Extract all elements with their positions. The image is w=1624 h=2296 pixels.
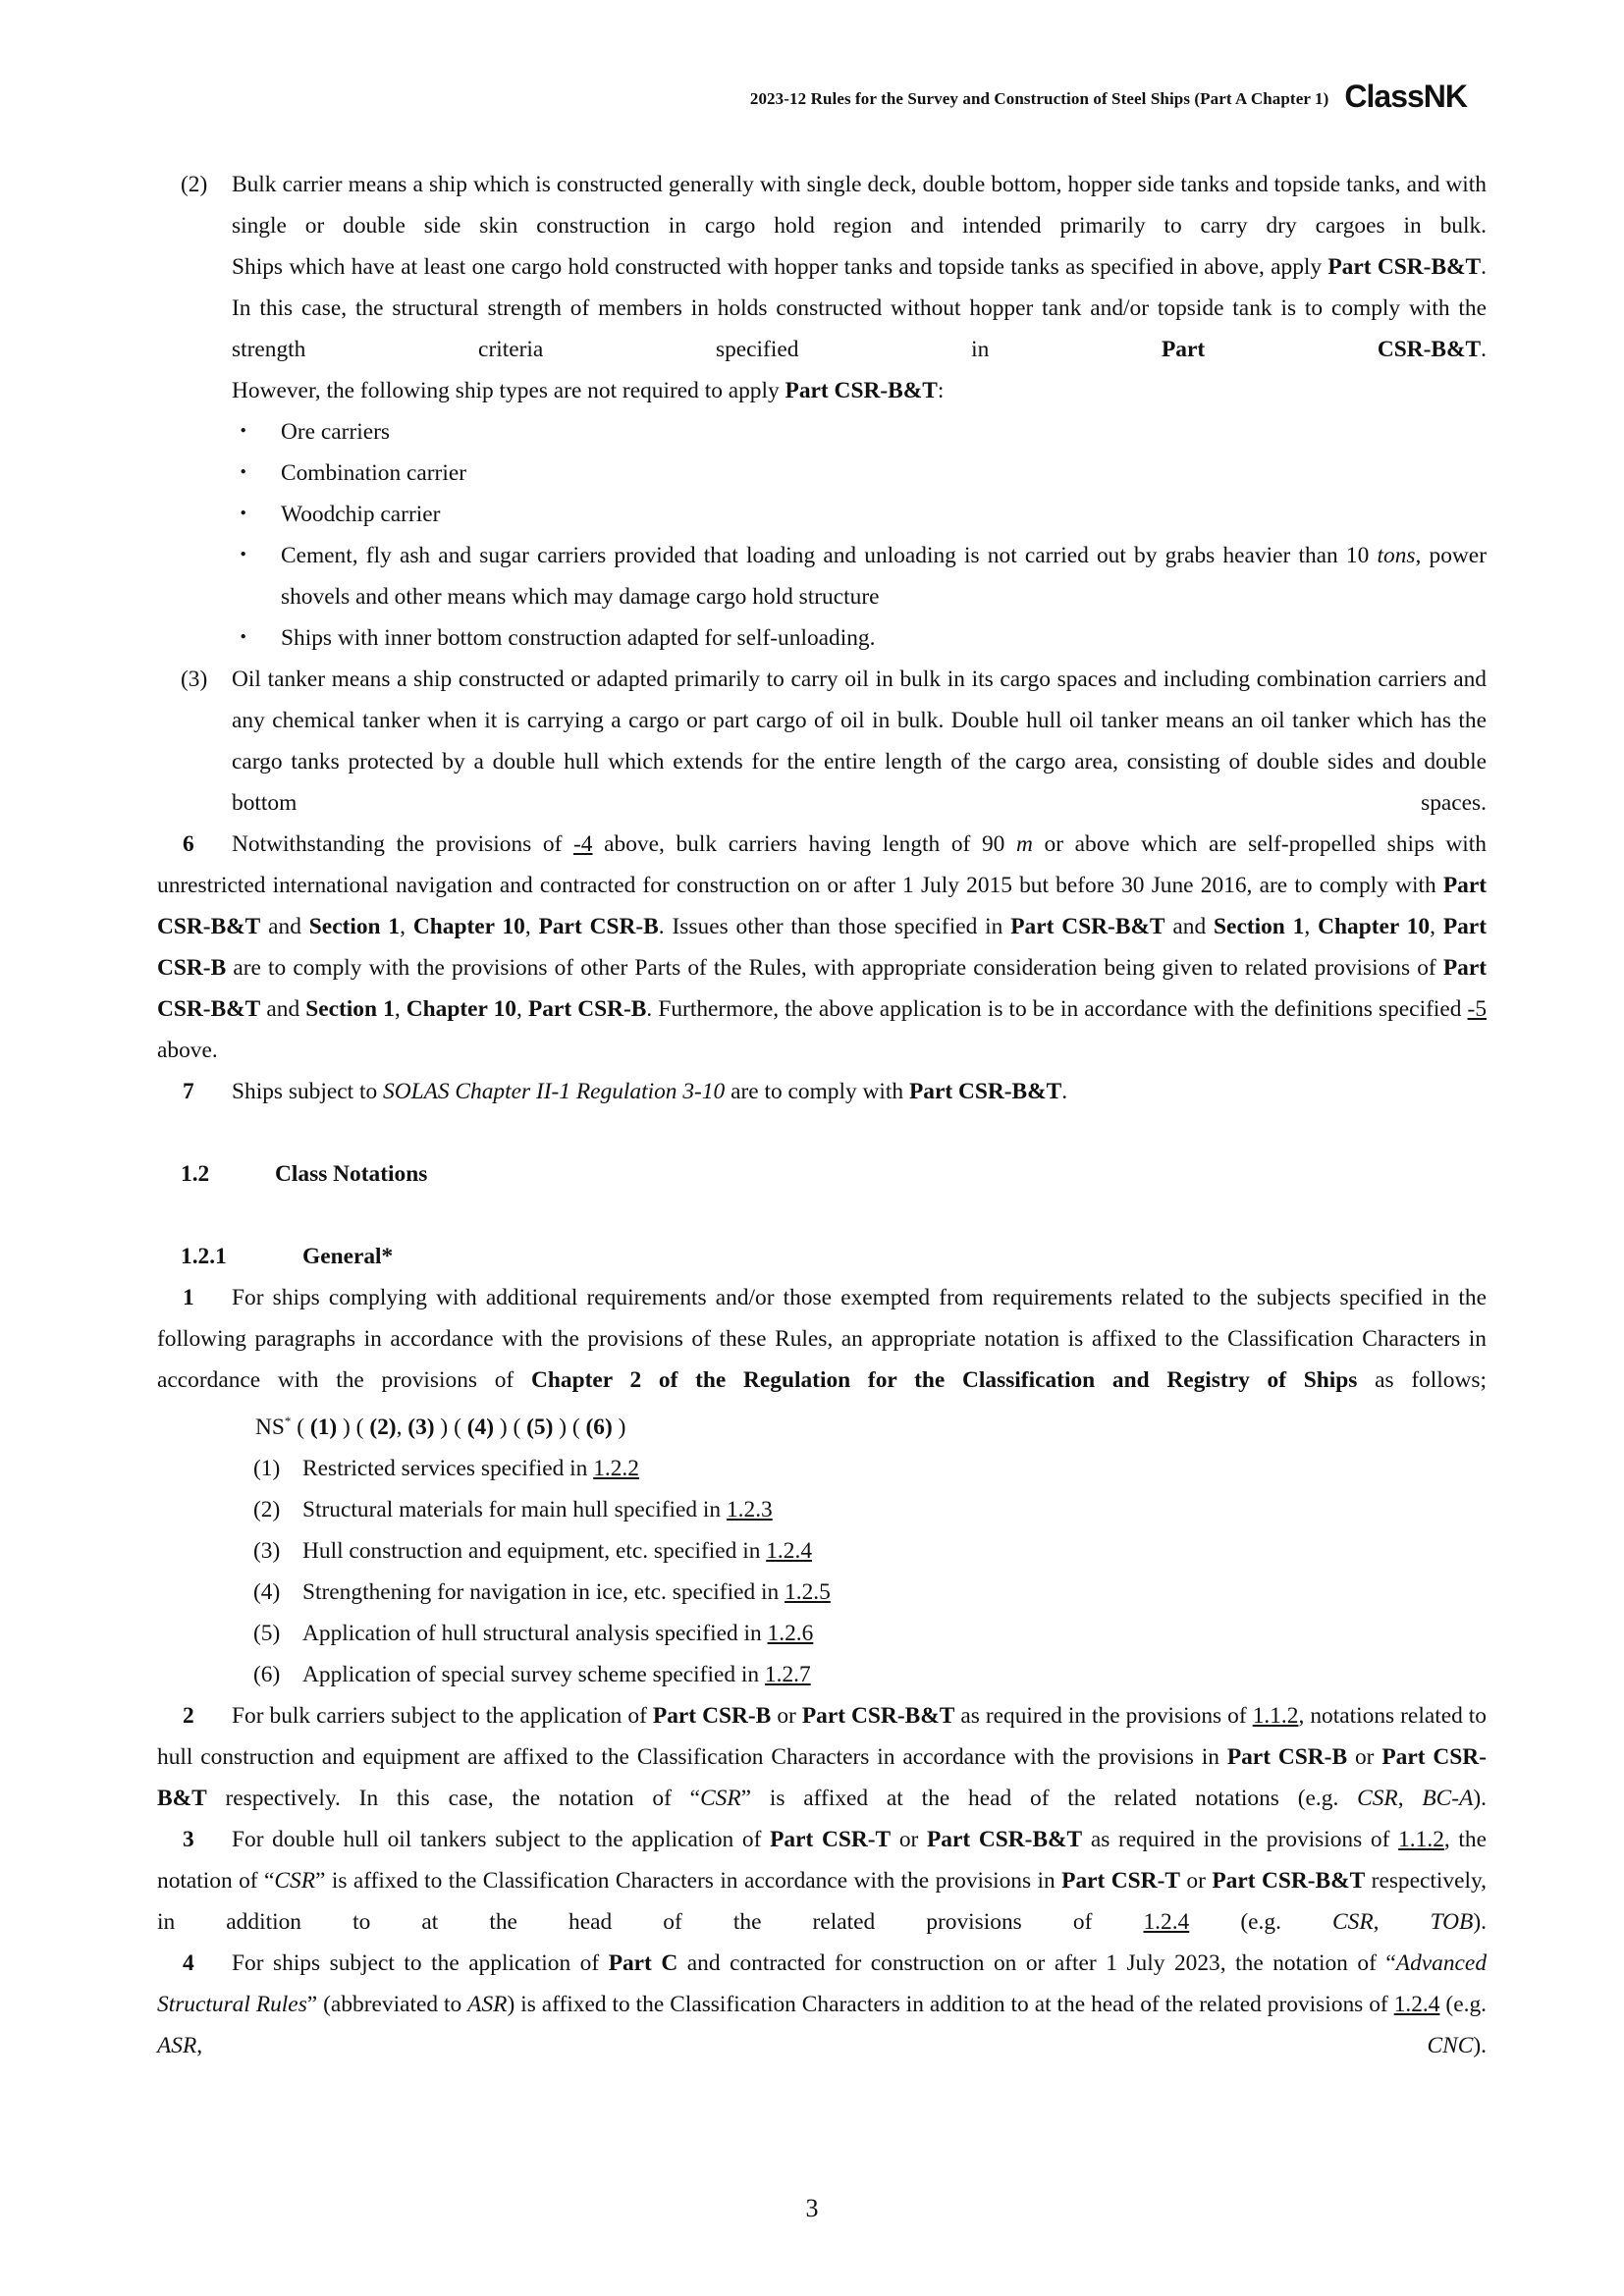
list-item: ・ Combination carrier xyxy=(232,460,467,486)
cross-reference-link[interactable]: -5 xyxy=(1467,996,1488,1022)
cross-reference-link[interactable]: 1.2.4 xyxy=(1393,1991,1440,2017)
running-header xyxy=(589,79,1467,115)
header-title: 2023-12 Rules for the Survey and Construction of Steel Ships (Part A Chapter 1) xyxy=(749,89,1329,108)
bulk-carrier-exemption-intro: However, the following ship types are not required to apply Part CSR-B&T: xyxy=(232,378,945,403)
paragraph-general-3: 3 For double hull oil tankers subject to the application of Part CSR-T or Part CSR-B&T as required in the provisions of 1.1.2, the notation of “CSR” is affixed to the Classification Characters in accordance with the provisions in Part CSR-T or Part CSR-B&T respectively, in addition to at the head of the related provisions of 1.2.4 (e.g. CSR, TOB). xyxy=(157,1826,1488,1935)
notation-list-item: (2) Structural materials for main hull specified in 1.2.3 xyxy=(253,1496,773,1522)
paragraph-general-2: 2 For bulk carriers subject to the application of Part CSR-B or Part CSR-B&T as required in the provisions of 1.1.2, notations related to hull construction and equipment are affixed to the Classification Characters in accordance with the provisions in Part CSR-B or Part CSR-B&T respectively. In this case, the notation of “CSR” is affixed at the head of the related notations (e.g. CSR, BC-A). xyxy=(157,1702,1488,1811)
bulk-carrier-csr-paragraph: Ships which have at least one cargo hold constructed with hopper tanks and topside tanks as specified in above, apply Part CSR-B&T. In this case, the structural strength of members in holds constructed without hopper tank and/or topside tank is to comply with the strength criteria specified in Part CSR-B&T. xyxy=(232,254,1487,362)
cross-reference-link[interactable]: 1.2.5 xyxy=(785,1578,831,1605)
paragraph-7: 7 Ships subject to SOLAS Chapter II-1 Regulation 3-10 are to comply with Part CSR-B&T. xyxy=(183,1079,1068,1104)
cross-reference-link[interactable]: -4 xyxy=(573,831,593,857)
section-heading-1-2-1: 1.2.1 General* xyxy=(181,1244,394,1269)
notation-list-item: (1) Restricted services specified in 1.2.2 xyxy=(253,1455,639,1481)
notation-list-item: (4) Strengthening for navigation in ice, etc. specified in 1.2.5 xyxy=(253,1578,831,1605)
cross-reference-link[interactable]: 1.2.7 xyxy=(764,1661,811,1687)
document-body xyxy=(157,164,1487,2066)
cross-reference-link[interactable]: 1.2.4 xyxy=(766,1537,813,1564)
list-item: ・ Cement, fly ash and sugar carriers provided that loading and unloading is not carried out by grabs heavier than 10 tons, power shovels and other means which may damage cargo hold structure xyxy=(232,543,1487,610)
notation-list-item: (5) Application of hull structural analysis specified in 1.2.6 xyxy=(253,1620,814,1646)
list-item: ・ Woodchip carrier xyxy=(232,502,441,527)
classnk-logo: ClassNK xyxy=(1344,79,1467,114)
definition-bulk-carrier: (2) Bulk carrier means a ship which is constructed generally with single deck, double bottom, hopper side tanks and topside tanks, and with single or double side skin construction in cargo hold region and intended primarily to carry dry cargoes in bulk. xyxy=(157,164,1487,246)
notation-list-item: (3) Hull construction and equipment, etc. specified in 1.2.4 xyxy=(253,1537,813,1564)
list-item: ・ Ships with inner bottom construction adapted for self-unloading. xyxy=(232,625,876,651)
cross-reference-link[interactable]: 1.2.4 xyxy=(1143,1908,1190,1935)
item-label: (3) xyxy=(181,667,208,692)
definition-oil-tanker: (3) Oil tanker means a ship constructed or adapted primarily to carry oil in bulk in its cargo spaces and including combination carriers and any chemical tanker when it is carrying a cargo or part cargo of oil in bulk. Double hull oil tanker means an oil tanker which has the cargo tanks protected by a double hull which extends for the entire length of the cargo area, consisting of double sides and double bottom spaces. xyxy=(157,659,1487,824)
paragraph-general-1: 1 For ships complying with additional requirements and/or those exempted from requirements related to the subjects specified in the following paragraphs in accordance with the provisions of these Rules, an appropriate notation is affixed to the Classification Characters in accordance with the provisions of Chapter 2 of the Regulation for the Classification and Registry of Ships as follows; xyxy=(157,1285,1487,1393)
ns-notation-formula: NS* ( (1) ) ( (2), (3) ) ( (4) ) ( (5) ) ( (6) ) xyxy=(255,1414,626,1440)
section-heading-1-2: 1.2 Class Notations xyxy=(181,1161,428,1187)
page-number: 3 xyxy=(805,2194,819,2222)
cross-reference-link[interactable]: 1.1.2 xyxy=(1398,1826,1444,1852)
cross-reference-link[interactable]: 1.2.6 xyxy=(767,1620,814,1646)
item-label: (2) xyxy=(181,172,208,197)
cross-reference-link[interactable]: 1.2.3 xyxy=(726,1496,773,1522)
cross-reference-link[interactable]: 1.2.2 xyxy=(593,1455,639,1481)
paragraph-general-4: 4 For ships subject to the application of Part C and contracted for construction on or after 1 July 2023, the notation of “Advanced Structural Rules” (abbreviated to ASR) is affixed to the Classification Characters in addition to at the head of the related provisions of 1.2.4 (e.g. ASR, CNC). xyxy=(157,1949,1488,2058)
notation-list-item: (6) Application of special survey scheme specified in 1.2.7 xyxy=(253,1661,811,1687)
list-item: ・ Ore carriers xyxy=(232,419,391,445)
cross-reference-link[interactable]: 1.1.2 xyxy=(1252,1702,1299,1729)
paragraph-6: 6 Notwithstanding the provisions of -4 above, bulk carriers having length of 90 m or above which are self-propelled ships with unrestricted international navigation and contracted for construction on or after 1 July 2015 but before 30 June 2016, are to comply with Part CSR-B&T and Section 1, Chapter 10, Part CSR-B. Issues other than those specified in Part CSR-B&T and Section 1, Chapter 10, Part CSR-B are to comply with the provisions of other Parts of the Rules, with appropriate consideration being given to related provisions of Part CSR-B&T and Section 1, Chapter 10, Part CSR-B. Furthermore, the above application is to be in accordance with the definitions specified -5 above. xyxy=(157,831,1488,1063)
